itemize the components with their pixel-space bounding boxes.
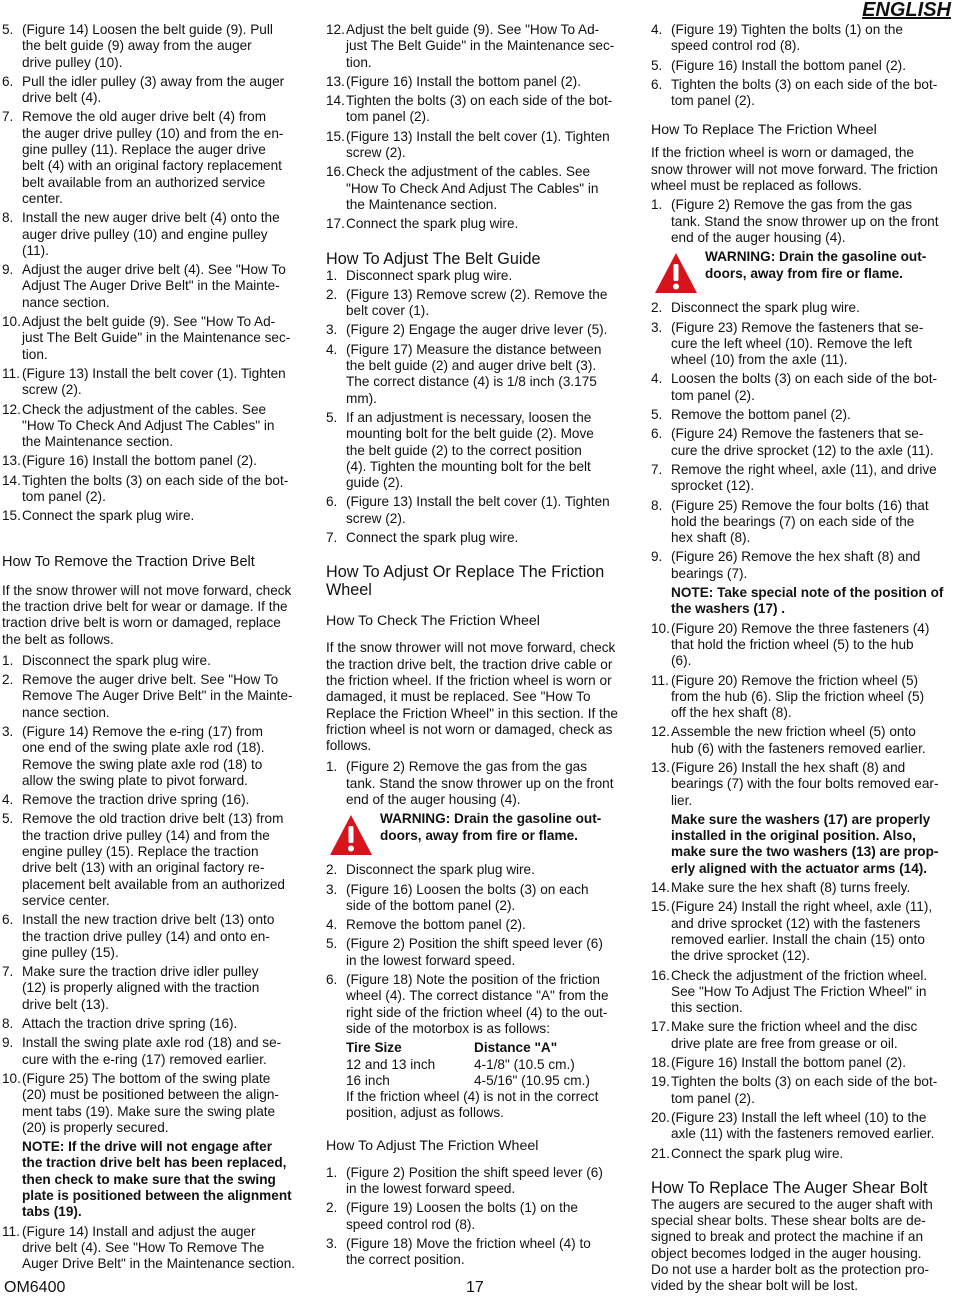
step-item bbox=[651, 77, 952, 110]
step-text: Disconnect the spark plug wire. bbox=[671, 300, 860, 316]
step-item bbox=[326, 216, 628, 232]
closing-paragraph: The augers are secured to the auger shaft with special shear bolts. These shear bolts are de- signed to break and protect the machine if an object becomes lodged in the auger housing. Do not use a harder bolt as the protection pro- vided by the shear bolt will be lost. bbox=[651, 1196, 933, 1294]
step-item bbox=[651, 673, 952, 722]
step-item bbox=[326, 268, 628, 284]
note-text: Make sure the washers (17) are properly installed in the original position. Also, make sure the two washers (13) are prop- erly aligned with the actuator arms (14). bbox=[671, 811, 939, 876]
table-followup: If the friction wheel (4) is not in the correct position, adjust as follows. bbox=[346, 1089, 599, 1121]
step-number: 14. bbox=[326, 93, 345, 109]
step-item bbox=[2, 508, 305, 524]
step-item bbox=[326, 22, 628, 71]
step-text: (Figure 20) Remove the three fasteners (4) that hold the friction wheel (5) to the hub (6). bbox=[671, 620, 930, 669]
step-number: 3. bbox=[651, 319, 663, 335]
step-number: 11. bbox=[2, 365, 20, 381]
step-text: (Figure 16) Install the bottom panel (2). bbox=[346, 73, 581, 89]
warning-box bbox=[651, 249, 952, 297]
step-text: Connect the spark plug wire. bbox=[22, 508, 195, 524]
step-item bbox=[2, 672, 305, 721]
step-text: (Figure 16) Install the bottom panel (2). bbox=[22, 453, 257, 469]
step-number: 5. bbox=[2, 22, 14, 37]
steps-list bbox=[2, 22, 305, 525]
step-text: (Figure 13) Remove screw (2). Remove the belt cover (1). bbox=[346, 286, 608, 319]
table-cell: 16 inch bbox=[346, 1072, 390, 1088]
step-text: Remove the right wheel, axle (11), and drive sprocket (12). bbox=[671, 461, 937, 494]
steps-list bbox=[326, 268, 628, 547]
step-item bbox=[651, 1146, 952, 1162]
step-item bbox=[2, 964, 305, 1013]
step-number: 4. bbox=[326, 341, 338, 357]
step-number: 6. bbox=[2, 912, 14, 928]
step-text: Check the adjustment of the cables. See "How To Check And Adjust The Cables" in the Maintenance section. bbox=[346, 164, 599, 212]
section-heading: How To Adjust The Belt Guide bbox=[326, 249, 541, 268]
step-item bbox=[2, 724, 305, 789]
step-text: (Figure 18) Move the friction wheel (4) to the correct position. bbox=[346, 1235, 591, 1268]
step-text: (Figure 20) Remove the friction wheel (5) from the hub (6). Slip the friction wheel (5) off the hex shaft (8). bbox=[671, 672, 925, 721]
step-text: (Figure 13) Install the belt cover (1). Tighten screw (2). bbox=[346, 128, 610, 161]
step-number: 12. bbox=[326, 22, 345, 37]
step-text: Remove the traction drive spring (16). bbox=[22, 792, 250, 808]
step-item bbox=[326, 164, 628, 213]
step-item bbox=[651, 1074, 952, 1107]
step-text: Check the adjustment of the friction wheel. See "How To Adjust The Friction Wheel" in this section. bbox=[671, 967, 928, 1016]
step-item bbox=[651, 1055, 952, 1071]
step-item bbox=[326, 322, 628, 338]
step-item bbox=[651, 498, 952, 547]
model-number: OM6400 bbox=[4, 1279, 66, 1296]
step-text: (Figure 25) The bottom of the swing plate (20) must be positioned between the align- ment tabs (19). Make sure the swing plate (20) is properly secured. bbox=[22, 1070, 279, 1135]
step-number: 6. bbox=[651, 76, 663, 92]
step-text: Remove the bottom panel (2). bbox=[346, 917, 526, 933]
column-1 bbox=[2, 22, 305, 1275]
table-header: Tire Size bbox=[346, 1040, 402, 1056]
step-item bbox=[2, 402, 305, 451]
step-item bbox=[326, 287, 628, 320]
step-item bbox=[326, 1165, 628, 1198]
step-item bbox=[2, 811, 305, 909]
step-text: (Figure 24) Install the right wheel, axle (11), and drive sprocket (12) with the fasteners removed earlier. Install the chain (15) onto the drive sprocket (12). bbox=[671, 899, 933, 964]
step-item bbox=[2, 1016, 305, 1032]
steps-list bbox=[651, 621, 952, 809]
step-text: Attach the traction drive spring (16). bbox=[22, 1016, 238, 1032]
step-item bbox=[326, 93, 628, 126]
note-text: NOTE: If the drive will not engage after the traction drive belt has been replaced, then check to make sure that the swing plate is positioned between the alignment tabs (19). bbox=[22, 1139, 292, 1220]
step-number: 9. bbox=[651, 549, 663, 565]
step-number: 7. bbox=[2, 964, 14, 980]
steps-list bbox=[651, 22, 952, 109]
table-header: Distance "A" bbox=[474, 1040, 558, 1056]
step-text: Make sure the hex shaft (8) turns freely. bbox=[671, 880, 911, 896]
step-item bbox=[326, 129, 628, 162]
step-item bbox=[651, 1110, 952, 1143]
step-number: 13. bbox=[651, 759, 670, 775]
step-item bbox=[2, 74, 305, 107]
step-number: 1. bbox=[326, 267, 338, 283]
step-item bbox=[651, 549, 952, 582]
step-item bbox=[326, 1236, 628, 1269]
step-number: 6. bbox=[2, 73, 14, 89]
step-item bbox=[651, 880, 952, 896]
page-number: 17 bbox=[466, 1279, 484, 1296]
step-number: 17. bbox=[326, 216, 345, 232]
step-number: 15. bbox=[651, 899, 670, 915]
step-number: 9. bbox=[2, 1035, 14, 1051]
step-number: 11. bbox=[2, 1223, 20, 1239]
step-text: Adjust the belt guide (9). See "How To Ad- just The Belt Guide" in the Maintenance sec- tion. bbox=[346, 22, 615, 70]
step-item bbox=[326, 882, 628, 915]
step-text: Disconnect the spark plug wire. bbox=[22, 652, 211, 668]
step-text: Tighten the bolts (3) on each side of the bot- tom panel (2). bbox=[671, 1074, 938, 1106]
step-number: 8. bbox=[2, 1016, 14, 1032]
step-number: 5. bbox=[2, 811, 14, 827]
step-item bbox=[2, 314, 305, 363]
warning-box bbox=[326, 811, 628, 859]
subsection-heading: How To Check The Friction Wheel bbox=[326, 613, 540, 630]
step-number: 20. bbox=[651, 1109, 670, 1125]
column-3 bbox=[651, 22, 952, 1295]
step-number: 12. bbox=[2, 401, 21, 417]
step-number: 2. bbox=[651, 300, 663, 316]
step-number: 10. bbox=[2, 314, 21, 330]
section-heading: How To Replace The Auger Shear Bolt bbox=[651, 1178, 928, 1197]
step-item bbox=[326, 862, 628, 878]
step-item bbox=[2, 1035, 305, 1068]
step-item bbox=[326, 1200, 628, 1233]
step-item bbox=[2, 912, 305, 961]
step-item bbox=[326, 936, 628, 969]
step-number: 14. bbox=[651, 880, 670, 896]
step-text: (Figure 14) Install and adjust the auger drive belt (4). See "How To Remove The Auger Drive Belt" in the Maintenance section. bbox=[22, 1223, 296, 1272]
step-number: 1. bbox=[2, 652, 14, 668]
step-number: 2. bbox=[326, 286, 338, 302]
step-item bbox=[326, 972, 628, 1037]
step-item bbox=[651, 320, 952, 369]
section-heading: How To Adjust Or Replace The Friction Wheel bbox=[326, 563, 605, 600]
step-number: 1. bbox=[651, 197, 663, 213]
step-text: (Figure 19) Loosen the bolts (1) on the speed control rod (8). bbox=[346, 1200, 578, 1232]
step-text: (Figure 19) Tighten the bolts (1) on the speed control rod (8). bbox=[671, 22, 903, 54]
step-number: 5. bbox=[651, 57, 663, 73]
step-text: Make sure the friction wheel and the disc drive plate are free from grease or oil. bbox=[671, 1019, 918, 1051]
steps-list bbox=[2, 1224, 305, 1273]
step-text: Remove the old auger drive belt (4) from the auger drive pulley (10) and from the en- gine pulley (11). Replace the auger drive belt (4) with an original factory replacement belt available from an authorized service center. bbox=[22, 109, 284, 206]
step-item bbox=[2, 1224, 305, 1273]
intro-paragraph: If the snow thrower will not move forward, check the traction drive belt, the traction drive cable or the friction wheel. If the friction wheel is worn or damaged, it must be replaced. See "How To Replace the Friction Wheel" in this section. If the friction wheel is not worn or damaged, check as follows. bbox=[326, 640, 618, 754]
step-number: 5. bbox=[651, 407, 663, 423]
step-item bbox=[651, 724, 952, 757]
step-number: 3. bbox=[326, 1235, 338, 1251]
step-item bbox=[326, 494, 628, 527]
step-text: (Figure 17) Measure the distance between the belt guide (2) and auger drive belt (3). The correct distance (4) is 1/8 inch (3.175 mm). bbox=[346, 341, 602, 406]
step-number: 15. bbox=[2, 508, 21, 524]
step-text: (Figure 2) Position the shift speed lever (6) in the lowest forward speed. bbox=[346, 936, 603, 968]
step-item bbox=[2, 109, 305, 207]
step-number: 2. bbox=[2, 672, 14, 688]
subsection-heading: How To Replace The Friction Wheel bbox=[651, 122, 877, 139]
step-text: Tighten the bolts (3) on each side of the bot- tom panel (2). bbox=[671, 76, 938, 109]
step-text: If an adjustment is necessary, loosen the mounting bolt for the belt guide (2). Move the belt guide (2) to the correct position (4). Tighten the mounting bolt for the belt guide (2). bbox=[346, 409, 594, 491]
steps-list bbox=[2, 653, 305, 1136]
step-text: Adjust the belt guide (9). See "How To Ad- just The Belt Guide" in the Maintenance sec- tion. bbox=[22, 314, 291, 362]
step-text: (Figure 18) Note the position of the friction wheel (4). The correct distance "A" from the right side of the friction wheel (4) to the out- side of the motorbox is as follows: bbox=[346, 972, 609, 1036]
step-number: 4. bbox=[651, 371, 663, 387]
step-number: 5. bbox=[326, 409, 338, 425]
step-number: 8. bbox=[651, 497, 663, 513]
step-item bbox=[2, 366, 305, 399]
step-text: (Figure 2) Remove the gas from the gas tank. Stand the snow thrower up on the front end of the auger housing (4). bbox=[671, 197, 939, 245]
language-label: ENGLISH bbox=[862, 0, 951, 21]
step-number: 11. bbox=[651, 672, 669, 688]
step-text: Install the new auger drive belt (4) onto the auger drive pulley (10) and engine pulley (11). bbox=[22, 210, 280, 258]
step-number: 6. bbox=[326, 494, 338, 510]
step-text: Check the adjustment of the cables. See "How To Check And Adjust The Cables" in the Maintenance section. bbox=[22, 401, 275, 450]
step-number: 8. bbox=[2, 210, 14, 226]
table-cell: 12 and 13 inch bbox=[346, 1056, 436, 1072]
step-number: 2. bbox=[326, 862, 338, 878]
step-text: (Figure 16) Loosen the bolts (3) on each side of the bottom panel (2). bbox=[346, 881, 589, 913]
step-number: 7. bbox=[651, 461, 663, 477]
step-number: 7. bbox=[2, 109, 14, 125]
step-number: 16. bbox=[651, 967, 670, 983]
table-cell: 4-5/16" (10.95 cm.) bbox=[474, 1072, 590, 1088]
step-text: (Figure 16) Install the bottom panel (2). bbox=[671, 57, 906, 73]
step-text: Assemble the new friction wheel (5) onto hub (6) with the fasteners removed earlier. bbox=[671, 724, 926, 756]
step-item bbox=[651, 1019, 952, 1052]
step-item bbox=[2, 1071, 305, 1136]
column-2 bbox=[326, 22, 628, 1272]
step-text: (Figure 23) Remove the fasteners that se- cure the left wheel (10). Remove the left wheel (10) from the axle (11). bbox=[671, 319, 924, 368]
step-item bbox=[2, 453, 305, 469]
step-item bbox=[651, 197, 952, 246]
step-number: 3. bbox=[2, 723, 14, 739]
step-number: 13. bbox=[326, 73, 345, 89]
intro-paragraph: If the snow thrower will not move forward, check the traction drive belt for wear or damage. If the traction drive belt is worn or damaged, replace the belt as follows. bbox=[2, 582, 292, 647]
step-item bbox=[326, 530, 628, 546]
steps-list bbox=[326, 759, 628, 808]
step-text: (Figure 14) Loosen the belt guide (9). Pull the belt guide (9) away from the auger drive pulley (10). bbox=[22, 22, 273, 70]
step-text: Tighten the bolts (3) on each side of the bot- tom panel (2). bbox=[22, 472, 289, 505]
step-text: (Figure 24) Remove the fasteners that se- cure the drive sprocket (12) to the axle (11). bbox=[671, 426, 934, 458]
step-item bbox=[2, 792, 305, 808]
subsection-heading: How To Adjust The Friction Wheel bbox=[326, 1137, 539, 1154]
step-item bbox=[651, 462, 952, 495]
intro-paragraph: If the friction wheel is worn or damaged, the snow thrower will not move forward. The friction wheel must be replaced as follows. bbox=[651, 145, 938, 194]
step-text: (Figure 23) Install the left wheel (10) to the axle (11) with the fasteners removed earlier. bbox=[671, 1109, 935, 1142]
step-item bbox=[651, 968, 952, 1017]
step-text: Loosen the bolts (3) on each side of the bot- tom panel (2). bbox=[671, 371, 938, 403]
warning-text: WARNING: Drain the gasoline out- doors, away from fire or flame. bbox=[705, 249, 927, 281]
step-number: 19. bbox=[651, 1074, 670, 1090]
steps-list bbox=[651, 197, 952, 246]
step-text: Tighten the bolts (3) on each side of the bot- tom panel (2). bbox=[346, 93, 613, 125]
warning-text: WARNING: Drain the gasoline out- doors, away from fire or flame. bbox=[380, 811, 602, 843]
step-text: (Figure 25) Remove the four bolts (16) that hold the bearings (7) on each side of the hex shaft (8). bbox=[671, 497, 929, 546]
step-number: 1. bbox=[326, 1164, 338, 1180]
step-item bbox=[651, 760, 952, 809]
step-number: 3. bbox=[326, 881, 338, 897]
step-text: Disconnect spark plug wire. bbox=[346, 267, 513, 283]
step-number: 5. bbox=[326, 936, 338, 952]
step-text: Install the new traction drive belt (13) onto the traction drive pulley (14) and onto en- gine pulley (15). bbox=[22, 912, 275, 960]
step-number: 10. bbox=[2, 1070, 21, 1086]
step-item bbox=[651, 621, 952, 670]
step-item bbox=[651, 300, 952, 316]
step-text: Connect the spark plug wire. bbox=[346, 530, 519, 546]
step-text: (Figure 26) Install the hex shaft (8) and bearings (7) with the four bolts removed ear- lier. bbox=[671, 759, 939, 808]
step-item bbox=[326, 410, 628, 491]
step-number: 16. bbox=[326, 164, 345, 180]
step-number: 13. bbox=[2, 453, 21, 469]
step-text: Connect the spark plug wire. bbox=[346, 216, 519, 232]
step-number: 6. bbox=[651, 426, 663, 442]
step-number: 9. bbox=[2, 262, 14, 278]
step-item bbox=[651, 426, 952, 459]
step-item bbox=[2, 473, 305, 506]
step-number: 14. bbox=[2, 472, 21, 488]
step-number: 12. bbox=[651, 724, 670, 740]
step-text: Remove the bottom panel (2). bbox=[671, 407, 851, 423]
step-item bbox=[326, 342, 628, 407]
step-text: Disconnect the spark plug wire. bbox=[346, 862, 535, 878]
step-text: Pull the idler pulley (3) away from the auger drive belt (4). bbox=[22, 73, 285, 106]
steps-list bbox=[326, 22, 628, 233]
warning-icon bbox=[328, 813, 374, 857]
step-item bbox=[2, 262, 305, 311]
step-item bbox=[326, 917, 628, 933]
step-text: (Figure 16) Install the bottom panel (2). bbox=[671, 1055, 906, 1071]
step-number: 17. bbox=[651, 1019, 670, 1035]
step-number: 7. bbox=[326, 530, 338, 546]
step-item bbox=[2, 22, 305, 71]
step-text: (Figure 2) Engage the auger drive lever (5). bbox=[346, 322, 608, 338]
step-number: 18. bbox=[651, 1055, 670, 1071]
steps-list bbox=[651, 880, 952, 1162]
step-text: Remove the auger drive belt. See "How To Remove The Auger Drive Belt" in the Mainte- nance section. bbox=[22, 672, 293, 720]
steps-list bbox=[651, 300, 952, 582]
step-number: 1. bbox=[326, 759, 338, 775]
note-text: NOTE: Take special note of the position of the washers (17) . bbox=[671, 585, 944, 617]
table-cell: 4-1/8" (10.5 cm.) bbox=[474, 1056, 575, 1072]
step-item bbox=[651, 407, 952, 423]
step-number: 15. bbox=[326, 128, 345, 144]
step-text: (Figure 2) Position the shift speed lever (6) in the lowest forward speed. bbox=[346, 1164, 603, 1197]
step-item bbox=[326, 74, 628, 90]
step-text: Adjust the auger drive belt (4). See "How To Adjust The Auger Drive Belt" in the Mainte- nance section. bbox=[22, 262, 286, 310]
warning-icon bbox=[653, 251, 699, 295]
step-number: 2. bbox=[326, 1200, 338, 1216]
step-text: (Figure 26) Remove the hex shaft (8) and bearings (7). bbox=[671, 549, 921, 581]
step-number: 4. bbox=[326, 917, 338, 933]
step-item bbox=[326, 759, 628, 808]
step-text: Connect the spark plug wire. bbox=[671, 1145, 844, 1161]
step-number: 4. bbox=[651, 22, 663, 37]
step-number: 10. bbox=[651, 620, 670, 636]
section-heading: How To Remove the Traction Drive Belt bbox=[2, 553, 255, 570]
step-text: Make sure the traction drive idler pulley (12) is properly aligned with the traction drive belt (13). bbox=[22, 964, 260, 1012]
step-number: 3. bbox=[326, 322, 338, 338]
step-text: (Figure 2) Remove the gas from the gas tank. Stand the snow thrower up on the front end of the auger housing (4). bbox=[346, 759, 614, 807]
step-text: (Figure 13) Install the belt cover (1). Tighten screw (2). bbox=[22, 365, 286, 398]
step-item bbox=[651, 22, 952, 55]
steps-list bbox=[326, 862, 628, 1037]
tire-size-table bbox=[326, 1040, 628, 1089]
step-item bbox=[2, 210, 305, 259]
step-text: (Figure 13) Install the belt cover (1). Tighten screw (2). bbox=[346, 494, 610, 526]
step-number: 6. bbox=[326, 972, 338, 988]
step-item bbox=[651, 58, 952, 74]
step-item bbox=[651, 899, 952, 964]
step-text: Remove the old traction drive belt (13) from the traction drive pulley (14) and from the engine pulley (15). Replace the traction drive belt (13) with an original factory re- placement belt available from an authorized service center. bbox=[22, 811, 285, 908]
step-number: 4. bbox=[2, 792, 14, 808]
steps-list bbox=[326, 1165, 628, 1269]
step-item bbox=[2, 653, 305, 669]
step-text: (Figure 14) Remove the e-ring (17) from one end of the swing plate axle rod (18). Remove the swing plate axle rod (18) to allow the swing plate to pivot forward. bbox=[22, 723, 265, 788]
step-number: 21. bbox=[651, 1145, 670, 1161]
step-text: Install the swing plate axle rod (18) and se- cure with the e-ring (17) removed earlier. bbox=[22, 1035, 282, 1067]
step-item bbox=[651, 371, 952, 404]
